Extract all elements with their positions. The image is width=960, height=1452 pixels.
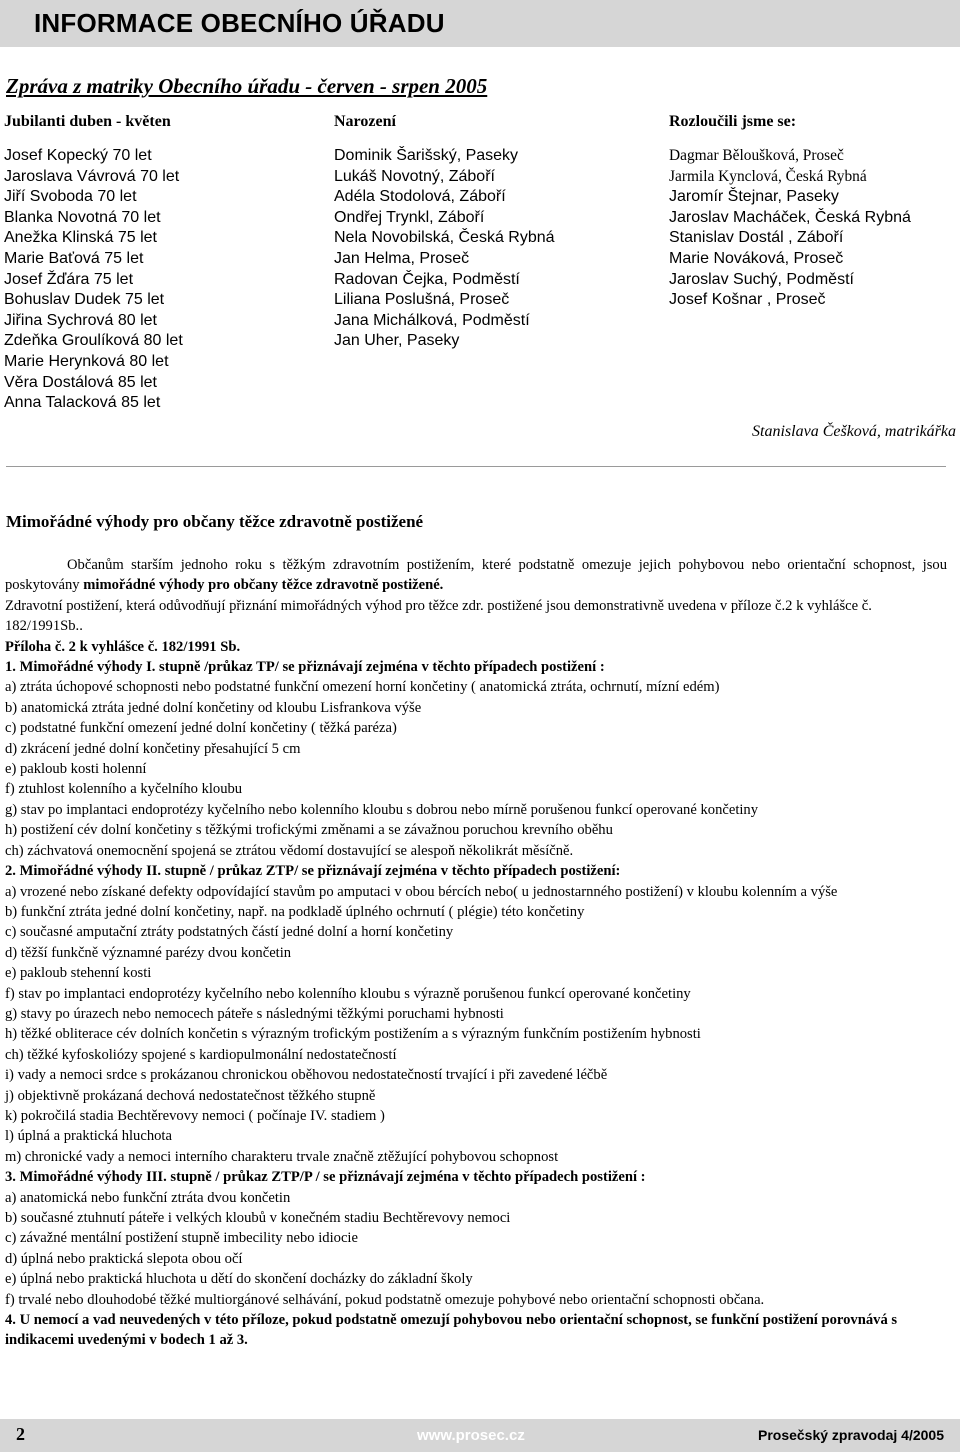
final-note: 4. U nemocí a vad neuvedených v této příloze, pokud podstatně omezují pohybovou nebo orientační schopnost, se funkční postižení porovnává s indikacemi uvedenými v bodech 1 až 3.: [5, 1312, 898, 1349]
list-item: Nela Novobilská, Česká Rybná: [334, 229, 555, 247]
list-item: Liliana Poslušná, Proseč: [334, 291, 510, 309]
list-item: g) stavy po úrazech nebo nemocech páteře s následnými těžkými poruchami hybnosti: [5, 1005, 504, 1022]
article-body: [5, 555, 947, 1351]
births-title: Narození: [334, 113, 396, 130]
list-item: Jiřina Sychrová 80 let: [4, 311, 157, 329]
list-item: Jaroslav Suchý, Podměstí: [669, 270, 854, 288]
list-item: g) stav po implantaci endoprotézy kyčelního nebo kolenního kloubu s dobrou nebo mírně porušenou funkcí operované končetiny: [5, 801, 759, 818]
list-item: e) úplná nebo praktická hluchota u dětí do skončení docházky do základní školy: [5, 1271, 473, 1288]
list-item: Ondřej Trynkl, Záboří: [334, 208, 485, 226]
registrar-signature: Stanislava Češková, matrikářka: [752, 423, 956, 440]
list-item: Marie Nováková, Proseč: [669, 249, 844, 267]
group2-list: [5, 882, 947, 1168]
list-item: Jaroslava Vávrová 70 let: [4, 167, 180, 185]
list-item: Dominik Šarišský, Paseky: [334, 147, 519, 164]
list-item: ch) záchvatová onemocnění spojená se ztrátou vědomí dostavující se alespoň několikrát měsíčně.: [5, 842, 574, 859]
list-item: f) stav po implantaci endoprotézy kyčelního nebo kolenního kloubu s výrazně porušenou funkcí operované končetiny: [5, 985, 691, 1002]
group3-list: [5, 1188, 947, 1310]
list-item: i) vady a nemoci srdce s prokázanou chronickou oběhovou nedostatečností trvající i při zavedené léčbě: [5, 1067, 608, 1084]
group1-heading: 1. Mimořádné výhody I. stupně /průkaz TP/ se přiznávají zejména v těchto případech postižení :: [5, 659, 605, 676]
jubilants-column: [4, 112, 183, 414]
list-item: Anežka Klinská 75 let: [4, 229, 157, 247]
section-title: Mimořádné výhody pro občany těžce zdravotně postižené: [6, 512, 424, 531]
list-item: c) současné amputační ztráty podstatných částí jedné dolní a horní končetiny: [5, 924, 454, 941]
list-item: m) chronické vady a nemoci interního charakteru trvale značně ztěžující pohybovou schopnost: [5, 1148, 559, 1165]
list-item: e) pakloub stehenní kosti: [5, 965, 152, 982]
list-item: f) trvalé nebo dlouhodobé těžké multiorgánové selhávání, pokud podstatně omezuje pohybové nebo orientační schopnosti občana.: [5, 1291, 765, 1308]
intro-paragraph: [5, 555, 947, 596]
list-item: Radovan Čejka, Podměstí: [334, 270, 520, 288]
list-item: c) závažné mentální postižení stupně imbecility nebo idiocie: [5, 1230, 358, 1247]
list-item: Josef Košnar , Proseč: [669, 291, 826, 309]
list-item: Josef Kopecký 70 let: [4, 147, 152, 164]
list-item: Jiří Svoboda 70 let: [4, 188, 137, 206]
list-item: a) anatomická nebo funkční ztráta dvou končetin: [5, 1189, 291, 1206]
group1-list: [5, 677, 947, 861]
intro-emphasis: mimořádné výhody pro občany těžce zdravotně postižené.: [83, 577, 444, 594]
list-item: Bohuslav Dudek 75 let: [4, 291, 165, 309]
section-divider: [6, 466, 946, 467]
list-item: Lukáš Novotný, Záboří: [334, 167, 495, 185]
jubilants-title: Jubilanti duben - květen: [4, 113, 171, 130]
list-item: a) vrozené nebo získané defekty odpovídající stavům po amputaci v obou bércích nebo( u jednostarnného postižení) v kloubu kolenním a výše: [5, 883, 838, 900]
intro-text: Občanům starším jednoho roku s těžkým zdravotním postižením, které podstatně omezuje jejich pohybovou nebo orientační schopnost, jsou poskytovány: [5, 557, 947, 594]
list-item: h) postižení cév dolní končetiny s těžkými trofickými změnami a se závažnou poruchou krevního oběhu: [5, 822, 613, 839]
list-item: Zdeňka Groulíková 80 let: [4, 332, 183, 350]
list-item: f) ztuhlost kolenního a kyčelního kloubu: [5, 781, 243, 798]
list-item: l) úplná a praktická hluchota: [5, 1128, 172, 1145]
list-item: Josef Žďára 75 let: [4, 270, 134, 288]
group3-heading: 3. Mimořádné výhody III. stupně / průkaz ZTP/P / se přiznávají zejména v těchto případech postižení :: [5, 1169, 646, 1186]
list-item: b) anatomická ztráta jedné dolní končetiny od kloubu Lisfrankova výše: [5, 699, 422, 716]
list-item: Jaroslav Macháček, Česká Rybná: [669, 208, 911, 226]
list-item: h) těžké obliterace cév dolních končetin s výrazným trofickým postižením a s výrazným funkčním postižením hybnosti: [5, 1026, 701, 1043]
list-item: Marie Herynková 80 let: [4, 352, 169, 370]
list-item: Anna Talacková 85 let: [4, 394, 161, 412]
list-item: d) zkrácení jedné dolní končetiny přesahující 5 cm: [5, 740, 301, 757]
list-item: Jan Helma, Proseč: [334, 249, 470, 267]
births-column: [334, 112, 555, 352]
list-item: j) objektivně prokázaná dechová nedostatečnost těžkého stupně: [5, 1087, 376, 1104]
deaths-title: Rozloučili jsme se:: [669, 113, 797, 130]
website-link[interactable]: www.prosec.cz: [417, 1427, 525, 1444]
list-item: d) úplná nebo praktická slepota obou očí: [5, 1250, 243, 1267]
issue-label: Prosečský zpravodaj 4/2005: [757, 1427, 944, 1443]
header-title: INFORMACE OBECNÍHO ÚŘADU: [34, 8, 445, 38]
list-item: c) podstatné funkční omezení jedné dolní končetiny ( těžká paréza): [5, 720, 397, 737]
list-item: Věra Dostálová 85 let: [4, 373, 157, 391]
births-list: [334, 146, 555, 352]
report-title: Zpráva z matriky Obecního úřadu - červen - srpen 2005: [6, 74, 488, 98]
list-item: Jan Uher, Paseky: [334, 332, 460, 350]
group2-heading: 2. Mimořádné výhody II. stupně / průkaz ZTP/ se přiznávají zejména v těchto případech postižení:: [5, 863, 621, 880]
list-item: d) těžší funkčně významné parézy dvou končetin: [5, 944, 292, 961]
list-item: Dagmar Běloušková, Proseč: [669, 147, 844, 164]
list-item: Jana Michálková, Podměstí: [334, 311, 530, 329]
annex-heading: Příloha č. 2 k vyhlášce č. 182/1991 Sb.: [5, 638, 241, 655]
demonstrative-paragraph: Zdravotní postižení, která odůvodňují přiznání mimořádných výhod pro těžce zdr. postižené jsou demonstrativně uvedena v příloze č.2 k vyhlášce č. 182/1991Sb..: [5, 597, 872, 635]
deaths-list: [669, 146, 911, 311]
list-item: Adéla Stodolová, Záboří: [334, 188, 506, 206]
list-item: k) pokročilá stadia Bechtěrevovy nemoci ( počínaje IV. stadiem ): [5, 1107, 385, 1124]
list-item: b) současné ztuhnutí páteře i velkých kloubů v konečném stadiu Bechtěrevovy nemoci: [5, 1210, 511, 1226]
list-item: b) funkční ztráta jedné dolní končetiny, např. na podkladě úplného ochrnutí ( plégie) této končetiny: [5, 903, 585, 920]
page-number: 2: [16, 1424, 25, 1444]
list-item: ch) těžké kyfoskoliózy spojené s kardiopulmonální nedostatečností: [5, 1046, 397, 1063]
list-item: Jaromír Štejnar, Paseky: [669, 188, 839, 206]
jubilants-list: [4, 146, 183, 414]
list-item: Stanislav Dostál , Záboří: [669, 229, 844, 247]
list-item: a) ztráta úchopové schopnosti nebo podstatné funkční omezení horní končetiny ( anatomická ztráta, ochrnutí, mízní edém): [5, 679, 720, 696]
list-item: Jarmila Kynclová, Česká Rybná: [669, 167, 867, 185]
list-item: Marie Baťová 75 let: [4, 249, 144, 267]
list-item: Blanka Novotná 70 let: [4, 208, 161, 226]
list-item: e) pakloub kosti holenní: [5, 761, 147, 778]
deaths-column: [669, 112, 911, 311]
